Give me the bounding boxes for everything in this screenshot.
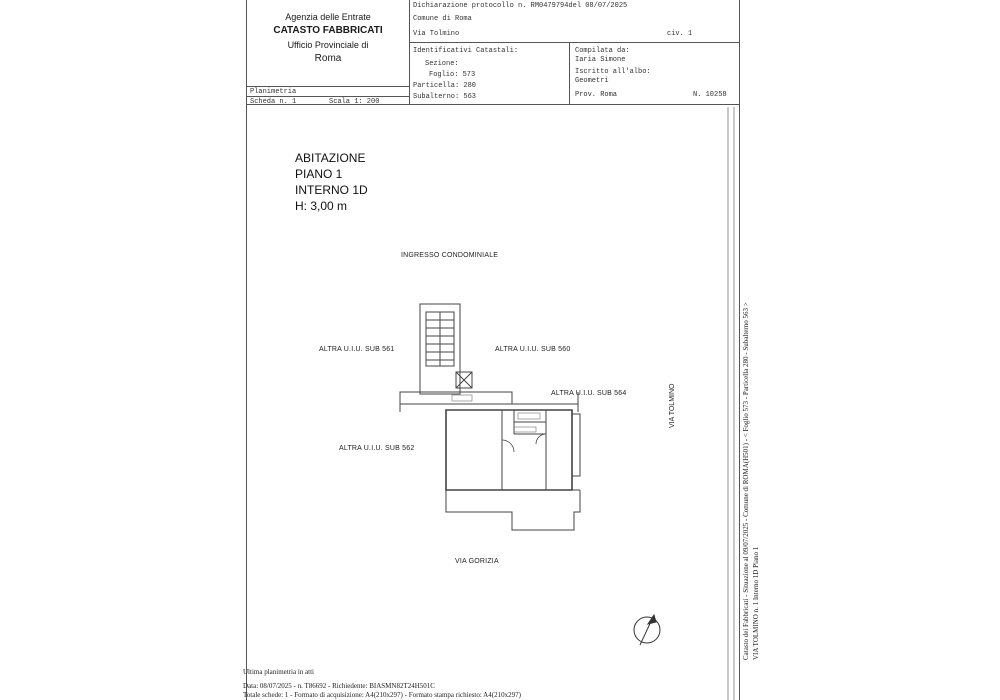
via-tolmino-label: VIA TOLMINO	[669, 383, 676, 428]
compilata-label: Compilata da:	[575, 47, 630, 55]
compilatore-name: Iaria Simone	[575, 56, 626, 64]
iscritto-label: Iscritto all'albo:	[575, 68, 651, 76]
sub561-label: ALTRA U.I.U. SUB 561	[319, 346, 395, 353]
side-annotation-sub: VIA TOLMINO n. 1 Interno 1D Piano 1	[752, 546, 760, 660]
via-text: Via Tolmino	[413, 30, 460, 38]
sezione-text: Sezione:	[425, 60, 459, 68]
planimetria-label: Planimetria	[250, 88, 297, 96]
scala-text: Scala 1: 200	[329, 98, 380, 106]
albo-text: Geometri	[575, 77, 609, 85]
sub564-label: ALTRA U.I.U. SUB 564	[551, 390, 627, 397]
balcony-outline	[446, 490, 580, 530]
title-piano: PIANO 1	[295, 167, 343, 181]
agency-name: Agenzia delle Entrate	[285, 12, 371, 22]
catasto-title: CATASTO FABBRICATI	[273, 25, 383, 36]
via-gorizia-label: VIA GORIZIA	[455, 558, 499, 565]
north-arrow	[634, 615, 660, 645]
title-abitazione: ABITAZIONE	[295, 151, 366, 165]
civico-text: civ. 1	[667, 30, 693, 38]
subalterno-text: Subalterno: 563	[413, 93, 477, 101]
particella-text: Particella: 280	[413, 82, 477, 90]
title-interno: INTERNO 1D	[295, 183, 368, 197]
sub562-label: ALTRA U.I.U. SUB 562	[339, 445, 415, 452]
footer-line3: Totale schede: 1 - Formato di acquisizione: A4(210x297) - Formato stampa richiesto: A4(210x297)	[243, 691, 521, 699]
title-altezza: H: 3,00 m	[295, 199, 348, 213]
foglio-text: Foglio: 573	[429, 71, 476, 79]
ufficio-label: Ufficio Provinciale di	[287, 40, 369, 50]
protocol-text: Dichiarazione protocollo n. RM0479794del 08/07/2025	[413, 2, 628, 10]
identificativi-title: Identificativi Catastali:	[413, 47, 519, 55]
comune-text: Comune di Roma	[413, 15, 472, 23]
scheda-text: Scheda n. 1	[250, 98, 297, 106]
apartment-outline	[446, 410, 572, 490]
provincia-text: Prov. Roma	[575, 91, 618, 99]
footer-line1: Ultima planimetria in atti	[243, 668, 314, 676]
numero-albo: N. 10258	[693, 91, 727, 99]
footer-line2: Data: 08/07/2025 - n. T86692 - Richiedente: BIASMN82T24H501C	[243, 682, 435, 690]
sub560-label: ALTRA U.I.U. SUB 560	[495, 346, 571, 353]
ingresso-label: INGRESSO CONDOMINIALE	[401, 252, 499, 259]
side-annotation-main: Catasto dei Fabbricati - Situazione al 09/07/2025 - Comune di ROMA(H501) - < Foglio 573 - Particella 280 - Subalterno 563 >	[742, 302, 750, 660]
city-name: Roma	[314, 53, 342, 64]
